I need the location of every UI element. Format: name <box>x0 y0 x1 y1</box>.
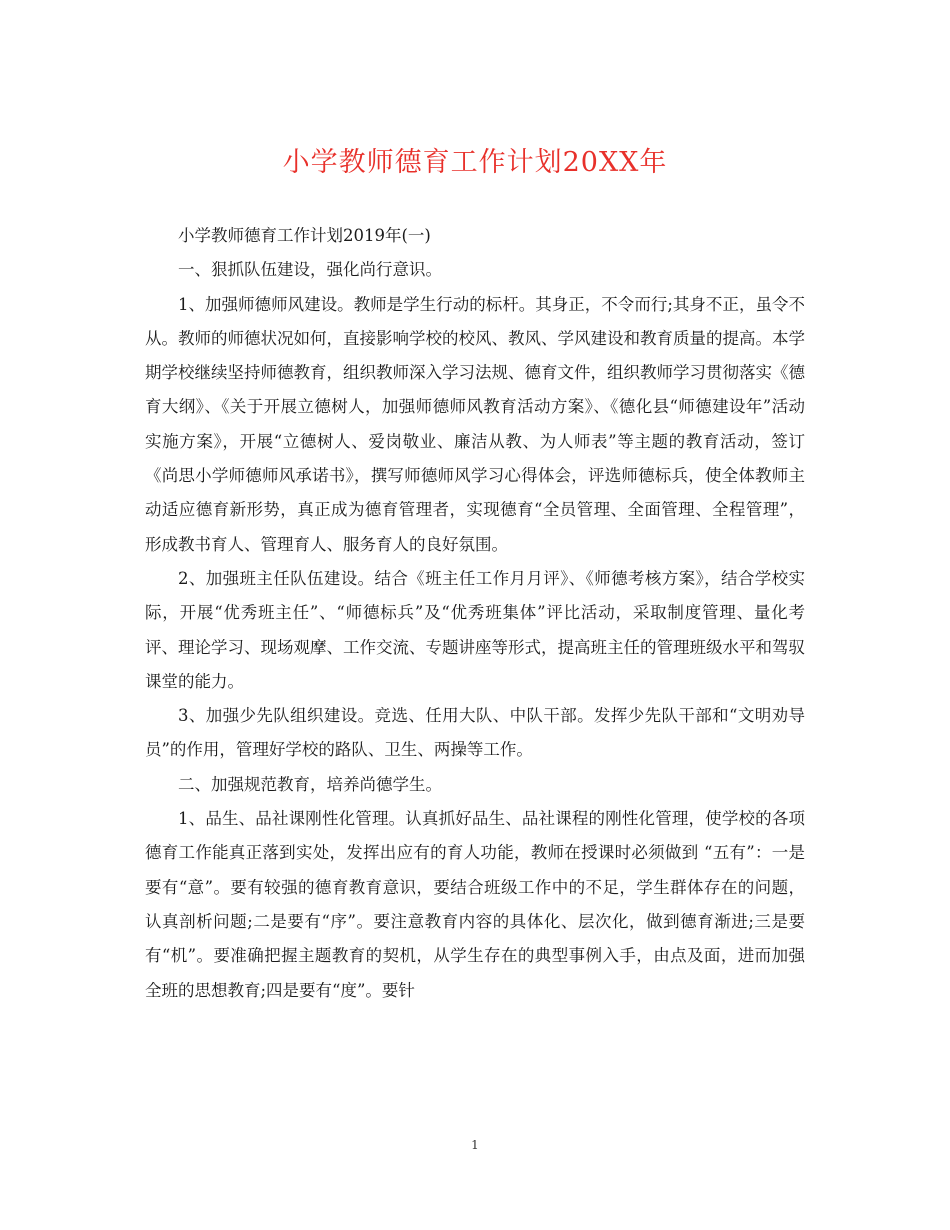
paragraph-moral-course: 1、品生、品社课刚性化管理。认真抓好品生、品社课程的刚性化管理，使学校的各项德育工作能真正落到实处，发挥出应有的育人功能，教师在授课时必须做到 “五有”：一是要有“意”。要有较强的德育教育意识，要结合班级工作中的不足，学生群体存在的问题，认真剖析问题;二是要有“序”。要注意教育内容的具体化、层次化，做到德育渐进;三是要有“机”。要准确把握主题教育的契机，从学生存在的典型事例入手，由点及面，进而加强全班的思想教育;四是要有“度”。要针 <box>145 809 805 1000</box>
document-body <box>145 219 805 1008</box>
document-title: 小学教师德育工作计划20XX年 <box>282 147 668 178</box>
paragraph-section-heading-1: 一、狠抓队伍建设，强化尚行意识。 <box>178 260 442 280</box>
paragraph-head-teacher: 2、加强班主任队伍建设。结合《班主任工作月月评》、《师德考核方案》，结合学校实际，开展“优秀班主任”、“师德标兵”及“优秀班集体”评比活动，采取制度管理、量化考评、理论学习、现场观摩、工作交流、专题讲座等形式，提高班主任的管理班级水平和驾驭课堂的能力。 <box>145 568 805 691</box>
paragraph-teacher-ethics: 1、加强师德师风建设。教师是学生行动的标杆。其身正，不令而行;其身不正，虽令不从。教师的师德状况如何，直接影响学校的校风、教风、学风建设和教育质量的提高。本学期学校继续坚持师德教育，组织教师深入学习法规、德育文件，组织教师学习贯彻落实《德育大纲》、《关于开展立德树人，加强师德师风教育活动方案》、《德化县“师德建设年”活动实施方案》，开展“立德树人、爱岗敬业、廉洁从教、为人师表”等主题的教育活动，签订《尚思小学师德师风承诺书》，撰写师德师风学习心得体会，评选师德标兵，使全体教师主动适应德育新形势，真正成为德育管理者，实现德育“全员管理、全面管理、全程管理”，形成教书育人、管理育人、服务育人的良好氛围。 <box>145 294 805 554</box>
page-number: 1 <box>471 1138 479 1152</box>
paragraph-young-pioneers: 3、加强少先队组织建设。竞选、任用大队、中队干部。发挥少先队干部和“文明劝导员”的作用，管理好学校的路队、卫生、两操等工作。 <box>145 706 805 760</box>
paragraph-section-heading-2: 二、加强规范教育，培养尚德学生。 <box>178 774 442 794</box>
paragraph-subtitle: 小学教师德育工作计划2019年(一) <box>178 226 431 245</box>
